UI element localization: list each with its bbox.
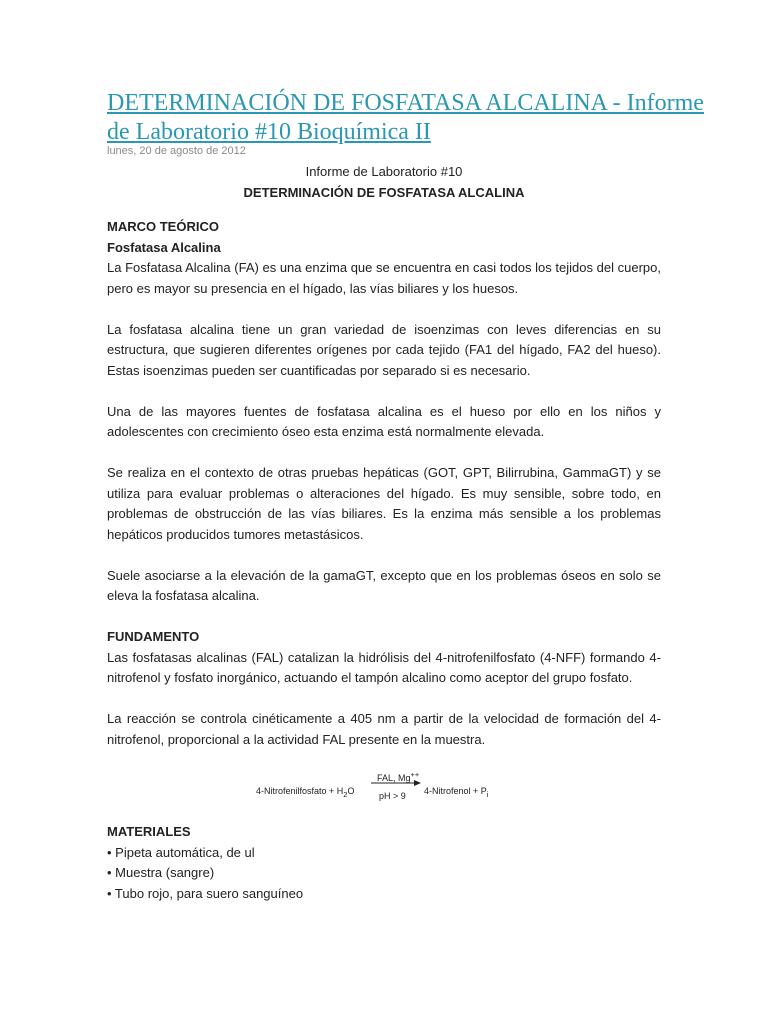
post-date: lunes, 20 de agosto de 2012 xyxy=(107,145,246,157)
fundamento-paragraph: La reacción se controla cinéticamente a 405 nm a partir de la velocidad de formación del 4-nitrofenol, proporcional a la actividad FAL presente en la muestra. xyxy=(107,711,661,747)
fundamento-paragraph: Las fosfatasas alcalinas (FAL) catalizan la hidrólisis del 4-nitrofenilfosfato (4-NFF) formando 4-nitrofenol y fosfato inorgánico, actuando el tampón alcalino como aceptor del grupo fosfato. xyxy=(107,649,661,685)
list-item: • Pipeta automática, de ul xyxy=(107,844,255,860)
reaction-equation xyxy=(107,762,661,806)
reaction-catalyst: FAL, Mg++ xyxy=(377,770,420,783)
post-title xyxy=(107,89,707,147)
reaction-condition: pH > 9 xyxy=(379,791,406,801)
marco-teorico-heading: MARCO TEÓRICO xyxy=(107,219,219,234)
fosfatasa-subheading: Fosfatasa Alcalina xyxy=(107,239,221,255)
fundamento-heading: FUNDAMENTO xyxy=(107,629,200,644)
marco-paragraph: Suele asociarse a la elevación de la gamaGT, excepto que en los problemas óseos en solo se eleva la fosfatasa alcalina. xyxy=(107,567,661,603)
marco-paragraph: Una de las mayores fuentes de fosfatasa alcalina es el hueso por ello en los niños y adolescentes con crecimiento óseo esta enzima está normalmente elevada. xyxy=(107,403,661,439)
marco-paragraph: La fosfatasa alcalina tiene un gran variedad de isoenzimas con leves diferencias en su estructura, que sugieren diferentes orígenes por cada tejido (FA1 del hígado, FA2 del hueso). Estas isoenzimas pueden ser cuantificadas por separado si es necesario. xyxy=(107,321,661,378)
list-item: • Tubo rojo, para suero sanguíneo xyxy=(107,885,304,901)
list-item: • Muestra (sangre) xyxy=(107,865,215,880)
report-main-title: DETERMINACIÓN DE FOSFATASA ALCALINA xyxy=(243,184,525,200)
reaction-reactant: 4-Nitrofenilfosfato + $H_2O$ xyxy=(256,786,355,799)
materiales-heading: MATERIALES xyxy=(107,824,191,839)
marco-paragraph: Se realiza en el contexto de otras pruebas hepáticas (GOT, GPT, Bilirrubina, GammaGT) y se utiliza para evaluar problemas o alteraciones del hígado. Es muy sensible, sobre todo, en problemas de obstrucción de las vías biliares. Es la enzima más sensible a los problemas hepáticos producidos tumores metastásicos. xyxy=(107,465,661,542)
materiales-list xyxy=(107,843,661,905)
post-body xyxy=(107,162,661,904)
report-number: Informe de Laboratorio #10 xyxy=(305,164,463,179)
post-title-link[interactable]: DETERMINACIÓN DE FOSFATASA ALCALINA - Informe de Laboratorio #10 Bioquímica II xyxy=(107,90,704,145)
marco-paragraph: La Fosfatasa Alcalina (FA) es una enzima que se encuentra en casi todos los tejidos del cuerpo, pero es mayor su presencia en el hígado, las vías biliares y los huesos. xyxy=(107,260,661,296)
reaction-product: 4-Nitrofenol + $P_i$ xyxy=(424,786,489,799)
